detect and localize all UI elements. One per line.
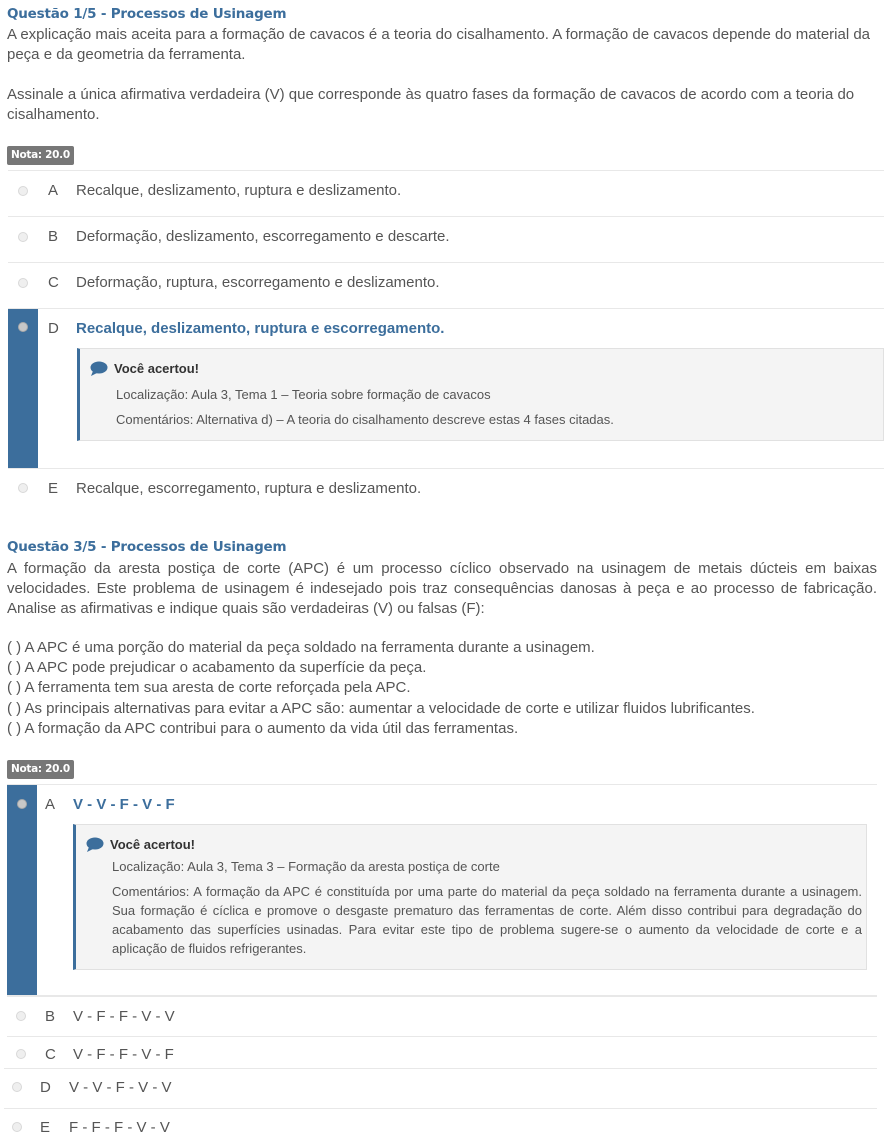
statement-item: ( ) A APC pode prejudicar o acabamento da superfície da peça.	[7, 659, 427, 676]
question-1-statement: A explicação mais aceita para a formação de cavacos é a teoria do cisalhamento. A formação de cavacos depende do material da peça e da geometria da ferramenta.	[7, 26, 871, 63]
radio-button[interactable]	[18, 483, 28, 493]
statement-item: ( ) A formação da APC contribui para o aumento da vida útil das ferramentas.	[7, 720, 519, 737]
q2-option-c[interactable]	[7, 1036, 877, 1068]
question-2-title: Questão 3/5 - Processos de Usinagem	[7, 539, 287, 555]
radio-button[interactable]	[18, 322, 28, 332]
q1-option-e[interactable]	[8, 468, 884, 508]
option-text: Recalque, escorregamento, ruptura e deslizamento.	[76, 480, 422, 497]
option-text: F - F - F - V - V	[69, 1119, 170, 1136]
option-text: Recalque, deslizamento, ruptura e deslizamento.	[76, 182, 402, 199]
selected-indicator-bar	[8, 309, 38, 468]
option-text: V - V - F - V - V	[69, 1079, 172, 1096]
selected-indicator-bar	[7, 785, 37, 995]
q1-option-b[interactable]	[8, 216, 884, 263]
option-letter: D	[48, 320, 59, 337]
feedback-location: Localização: Aula 3, Tema 3 – Formação da aresta postiça de corte	[112, 859, 500, 874]
option-text: V - V - F - V - F	[73, 796, 175, 813]
radio-button[interactable]	[18, 186, 28, 196]
option-text: Deformação, deslizamento, escorregamento e descarte.	[76, 228, 450, 245]
radio-button[interactable]	[16, 1011, 26, 1021]
radio-button[interactable]	[12, 1122, 22, 1132]
feedback-location: Localização: Aula 3, Tema 1 – Teoria sobre formação de cavacos	[116, 387, 491, 402]
q1-option-c[interactable]	[8, 262, 884, 309]
option-text: Recalque, deslizamento, ruptura e escorregamento.	[76, 320, 445, 337]
option-text: V - F - F - V - V	[73, 1008, 175, 1025]
statement-item: ( ) A ferramenta tem sua aresta de corte reforçada pela APC.	[7, 679, 411, 696]
question-1-instruction: Assinale a única afirmativa verdadeira (V) que corresponde às quatro fases da formação de cavacos de acordo com a teoria do cisalhamento.	[7, 86, 855, 123]
statement-item: ( ) A APC é uma porção do material da peça soldado na ferramenta durante a usinagem.	[7, 639, 595, 656]
option-text: Deformação, ruptura, escorregamento e deslizamento.	[76, 274, 440, 291]
grade-badge: Nota: 20.0	[7, 146, 74, 165]
option-letter: C	[45, 1046, 56, 1063]
q2-option-a[interactable]	[7, 784, 877, 996]
radio-button[interactable]	[16, 1049, 26, 1059]
feedback-heading	[86, 837, 195, 855]
option-text: V - F - F - V - F	[73, 1046, 174, 1063]
question-2-statement: A formação da aresta postiça de corte (APC) é um processo cíclico observado na usinagem de metais dúcteis em baixas velocidades. Este problema de usinagem é indesejado pois traz consequências danosas à peça e ao processo de fabricação. Analise as afirmativas e indique quais são verdadeiras (V) ou falsas (F):	[7, 560, 877, 617]
comment-icon	[90, 361, 108, 379]
option-letter: B	[45, 1008, 56, 1025]
option-letter: A	[48, 182, 59, 199]
question-1-title: Questão 1/5 - Processos de Usinagem	[7, 6, 287, 22]
radio-button[interactable]	[12, 1082, 22, 1092]
option-letter: E	[40, 1119, 51, 1136]
feedback-comments: Comentários: A formação da APC é constituída por uma parte do material da peça soldado na ferramenta durante a usinagem. Sua formação é cíclica e promove o desgaste prematuro das ferramentas de corte. Além disso contribui para degradação do acabamento das superfícies usinadas. Para evitar este tipo de problema sugere-se o aumento da velocidade de corte e a aplicação de fluidos refrigerantes.	[112, 884, 862, 956]
comment-icon	[86, 837, 104, 855]
feedback-heading	[90, 361, 199, 379]
q2-option-b[interactable]	[7, 996, 877, 1036]
radio-button[interactable]	[18, 278, 28, 288]
feedback-box	[73, 824, 867, 970]
feedback-heading-text: Você acertou!	[114, 361, 200, 376]
option-letter: E	[48, 480, 59, 497]
option-letter: B	[48, 228, 59, 245]
grade-badge: Nota: 20.0	[7, 760, 74, 779]
statement-item: ( ) As principais alternativas para evitar a APC são: aumentar a velocidade de corte e utilizar fluidos lubrificantes.	[7, 700, 755, 717]
option-letter: A	[45, 796, 56, 813]
feedback-comments: Comentários: Alternativa d) – A teoria do cisalhamento descreve estas 4 fases citadas.	[116, 412, 614, 427]
option-letter: C	[48, 274, 59, 291]
radio-button[interactable]	[18, 232, 28, 242]
option-letter: D	[40, 1079, 51, 1096]
q2-option-d[interactable]	[4, 1068, 877, 1108]
feedback-box	[77, 348, 884, 441]
q1-option-d[interactable]	[8, 308, 884, 468]
q2-option-e[interactable]	[4, 1108, 877, 1145]
radio-button[interactable]	[17, 799, 27, 809]
feedback-heading-text: Você acertou!	[110, 837, 196, 852]
q1-option-a[interactable]	[8, 170, 884, 217]
